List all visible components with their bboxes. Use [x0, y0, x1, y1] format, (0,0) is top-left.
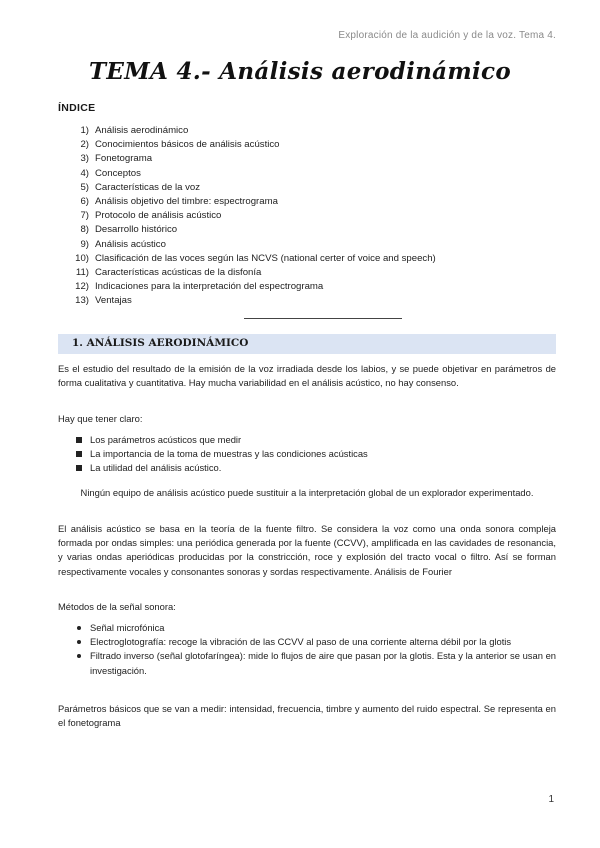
- list-item-text: Filtrado inverso (señal glotofaríngea): mide lo flujos de aire que pasan por la glotis. Esta y la anterior se usan en investigación.: [90, 650, 556, 676]
- index-item: [58, 294, 436, 308]
- list-item-text: La importancia de la toma de muestras y las condiciones acústicas: [90, 448, 368, 460]
- index-item: [58, 223, 436, 237]
- square-bullet-icon: [76, 465, 82, 471]
- index-item-text: Desarrollo histórico: [95, 224, 178, 236]
- index-item-number: 12): [75, 281, 89, 293]
- list-item-text: Los parámetros acústicos que medir: [90, 434, 242, 445]
- intro-paragraph: Es el estudio del resultado de la emisión de la voz irradiada desde los labios, y se puede objetivar en parámetros de forma cualitativa y cuantitativa. Hay mucha variabilidad en el análisis acústico, no hay consenso.: [58, 363, 556, 389]
- basic-params-paragraph: Parámetros básicos que se van a medir: intensidad, frecuencia, timbre y aumento del ruido espectral. Se representa en el fonetograma: [58, 703, 556, 729]
- list-item-text: Señal microfónica: [90, 622, 165, 633]
- note-paragraph: Ningún equipo de análisis acústico puede sustituir a la interpretación global de un explorador experimentado.: [80, 487, 534, 498]
- methods-list: [58, 621, 556, 678]
- list-item-text: La utilidad del análisis acústico.: [90, 462, 222, 474]
- index-heading: ÍNDICE: [58, 102, 96, 114]
- index-item-text: Clasificación de las voces según las NCVS (national certer of voice and speech): [95, 252, 436, 264]
- index-item-text: Análisis aerodinámico: [95, 125, 189, 136]
- index-item: [58, 138, 436, 152]
- running-header: Exploración de la audición y de la voz. Tema 4.: [338, 30, 556, 41]
- list-item: [58, 461, 556, 475]
- index-item-number: 13): [75, 295, 89, 307]
- index-item-number: 2): [80, 139, 89, 151]
- list-item-text: Electroglotografía: recoge la vibración de las CCVV al paso de una corriente alterna débil por la glotis: [90, 636, 512, 648]
- index-item-number: 1): [80, 125, 89, 136]
- index-item-number: 4): [80, 167, 89, 179]
- index-item-number: 6): [80, 195, 89, 207]
- list-item: [58, 635, 556, 649]
- index-item-text: Protocolo de análisis acústico: [95, 210, 222, 222]
- square-bullet-icon: [76, 437, 82, 443]
- index-item-text: Indicaciones para la interpretación del espectrograma: [95, 281, 324, 293]
- index-divider: [244, 318, 402, 319]
- index-item-number: 5): [80, 181, 89, 193]
- theory-paragraph: El análisis acústico se basa en la teoría de la fuente filtro. Se considera la voz como una onda sonora compleja formada por ondas simples: una periódica generada por la fuente (CCVV), amplificada en las cavidades de resonancia, y varias ondas aperiódicas producidas por la constricción, roce y explosión del tracto vocal o filtro. Así se forman respectivamente vocales y consonantes sonoras y sordas respectivamente. Análisis de Fourier: [58, 523, 556, 577]
- list-item: [58, 433, 556, 447]
- clear-label: Hay que tener claro:: [58, 413, 143, 424]
- index-item-number: 10): [75, 252, 89, 264]
- index-item: [58, 266, 436, 280]
- dot-bullet-icon: [77, 640, 81, 644]
- square-bullet-icon: [76, 451, 82, 457]
- index-item-number: 9): [80, 238, 89, 250]
- index-item: [58, 181, 436, 195]
- index-item: [58, 124, 436, 138]
- index-item: [58, 280, 436, 294]
- methods-label: Métodos de la señal sonora:: [58, 601, 176, 612]
- index-item: [58, 209, 436, 223]
- index-item-number: 7): [80, 210, 89, 222]
- index-item-text: Análisis objetivo del timbre: espectrograma: [95, 195, 278, 207]
- index-item-text: Ventajas: [95, 295, 132, 307]
- index-list: [58, 124, 436, 308]
- index-item: [58, 152, 436, 166]
- clear-list: [58, 433, 556, 476]
- page-title: TEMA 4.- Análisis aerodinámico: [89, 58, 511, 85]
- list-item: [58, 621, 556, 635]
- section-title: 1. ANÁLISIS AERODINÁMICO: [72, 337, 249, 349]
- index-item-text: Características de la voz: [95, 181, 201, 193]
- index-item-text: Conocimientos básicos de análisis acústico: [95, 139, 280, 151]
- index-item: [58, 252, 436, 266]
- index-item: [58, 238, 436, 252]
- dot-bullet-icon: [77, 626, 81, 630]
- dot-bullet-icon: [77, 654, 81, 658]
- index-item-number: 8): [80, 224, 89, 236]
- index-item: [58, 167, 436, 181]
- index-item: [58, 195, 436, 209]
- index-item-text: Fonetograma: [95, 153, 153, 165]
- list-item: [58, 649, 556, 677]
- index-item-number: 3): [80, 153, 89, 165]
- list-item: [58, 447, 556, 461]
- index-item-number: 11): [75, 266, 89, 278]
- index-item-text: Conceptos: [95, 167, 141, 179]
- index-item-text: Características acústicas de la disfonía: [95, 266, 262, 278]
- page-number: 1: [548, 794, 554, 805]
- index-item-text: Análisis acústico: [95, 238, 166, 250]
